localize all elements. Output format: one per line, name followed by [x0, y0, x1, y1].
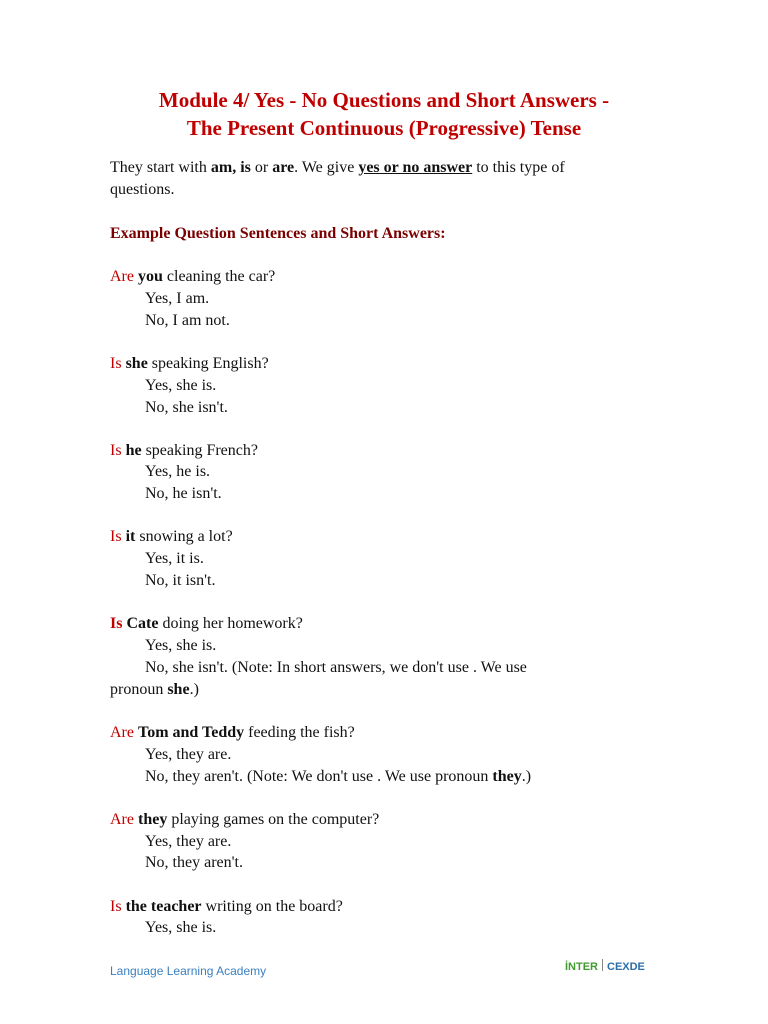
note-pronoun: they — [492, 768, 522, 785]
question-7 — [110, 810, 379, 830]
answer-8-yes: Yes, she is. — [145, 919, 217, 936]
question-rest: snowing a lot? — [135, 528, 233, 545]
answer-7-yes: Yes, they are. — [145, 833, 232, 850]
answer-4-yes: Yes, it is. — [145, 550, 204, 567]
note-end: .) — [521, 768, 532, 785]
question-rest: writing on the board? — [201, 898, 343, 915]
question-8 — [110, 897, 343, 917]
answer-6-no — [145, 767, 531, 787]
page-title-line2: The Present Continuous (Progressive) Tense — [186, 116, 582, 140]
question-3 — [110, 441, 258, 461]
question-subject: the teacher — [125, 898, 202, 915]
question-verb: Are — [110, 268, 134, 285]
question-rest: playing games on the computer? — [167, 811, 380, 828]
logo-text-inter: İNTER — [565, 961, 598, 973]
note-text: No, they aren't. (Note: We don't use . We use pronoun — [145, 768, 493, 785]
examples-subheading: Example Question Sentences and Short Answers: — [110, 225, 446, 242]
question-verb: Is — [110, 528, 122, 545]
intro-or: or — [250, 159, 273, 176]
question-4 — [110, 527, 233, 547]
logo-text-cexde: CEXDE — [607, 961, 645, 973]
answer-4-no: No, it isn't. — [145, 572, 216, 589]
question-6 — [110, 723, 355, 743]
question-subject: they — [137, 811, 168, 828]
question-subject: she — [125, 355, 148, 372]
question-verb: Is — [110, 442, 122, 459]
footer-academy-name: Language Learning Academy — [110, 964, 267, 978]
question-rest: speaking French? — [141, 442, 258, 459]
intro-line1 — [110, 158, 565, 178]
note-end: .) — [189, 681, 199, 698]
answer-5-no: No, she isn't. (Note: In short answers, we don't use . We use — [145, 659, 527, 676]
intro-are: are — [272, 159, 295, 176]
answer-5-note-cont — [110, 680, 199, 700]
page-title-line1: Module 4/ Yes - No Questions and Short Answers - — [158, 88, 610, 112]
question-subject: he — [125, 442, 142, 459]
answer-6-yes: Yes, they are. — [145, 746, 232, 763]
answer-1-no: No, I am not. — [145, 312, 230, 329]
intro-text: They start with — [110, 159, 211, 176]
question-subject: it — [125, 528, 136, 545]
question-subject: you — [137, 268, 163, 285]
question-verb: Is — [110, 615, 123, 632]
question-rest: cleaning the car? — [162, 268, 276, 285]
question-rest: doing her homework? — [158, 615, 303, 632]
answer-2-no: No, she isn't. — [145, 399, 228, 416]
intro-yes-no-answer: yes or no answer — [358, 159, 473, 176]
answer-5-yes: Yes, she is. — [145, 637, 217, 654]
intro-text2: . We give — [294, 159, 359, 176]
answer-1-yes: Yes, I am. — [145, 290, 210, 307]
question-verb: Are — [110, 724, 134, 741]
question-verb: Is — [110, 355, 122, 372]
question-2 — [110, 354, 269, 374]
intro-line2: questions. — [110, 181, 175, 198]
intro-am-is: am, is — [210, 159, 251, 176]
note-pronoun: she — [167, 681, 190, 698]
answer-2-yes: Yes, she is. — [145, 377, 217, 394]
answer-3-no: No, he isn't. — [145, 485, 222, 502]
intro-text3: to this type of — [472, 159, 565, 176]
question-rest: speaking English? — [147, 355, 269, 372]
answer-3-yes: Yes, he is. — [145, 463, 211, 480]
question-verb: Are — [110, 811, 134, 828]
logo-divider — [602, 959, 603, 971]
question-1 — [110, 267, 275, 287]
question-subject: Tom and Teddy — [137, 724, 245, 741]
question-rest: feeding the fish? — [244, 724, 355, 741]
question-verb: Is — [110, 898, 122, 915]
note-text: pronoun — [110, 681, 168, 698]
question-5 — [110, 614, 303, 634]
answer-7-no: No, they aren't. — [145, 854, 243, 871]
question-subject: Cate — [126, 615, 159, 632]
inter-cexde-logo — [565, 959, 645, 975]
